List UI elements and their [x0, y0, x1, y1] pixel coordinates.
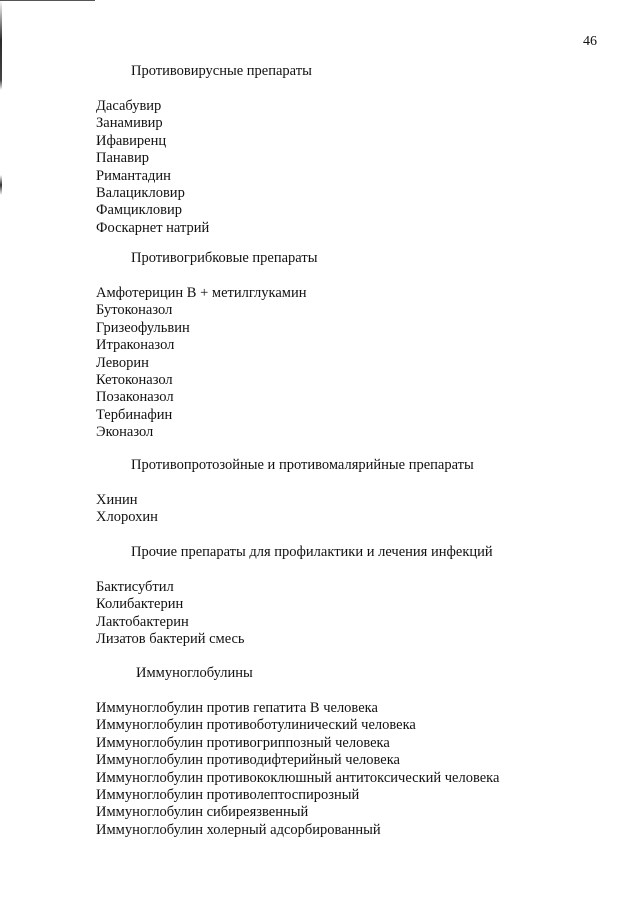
- drug-list: [96, 492, 616, 527]
- list-item: Хлорохин: [96, 509, 158, 526]
- section-antiviral: [96, 62, 616, 237]
- drug-list: [96, 579, 616, 649]
- list-item: Тербинафин: [96, 406, 173, 423]
- list-item: Занамивир: [96, 115, 163, 132]
- list-item: Иммуноглобулин сибиреязвенный: [96, 804, 309, 821]
- drug-list: [96, 285, 616, 442]
- section-heading: Противовирусные препараты: [131, 63, 312, 79]
- section-heading: Иммуноглобулины: [136, 665, 253, 681]
- list-item: Панавир: [96, 150, 149, 167]
- list-item: Бутоконазол: [96, 302, 173, 319]
- list-item: Фамцикловир: [96, 202, 182, 219]
- list-item: Лизатов бактерий смесь: [96, 631, 245, 648]
- list-item: Лактобактерин: [96, 613, 189, 630]
- list-item: Валацикловир: [96, 184, 185, 201]
- section-heading: Противогрибковые препараты: [131, 250, 318, 266]
- list-item: Дасабувир: [96, 98, 162, 114]
- list-item: Иммуноглобулин противогриппозный человека: [96, 734, 390, 751]
- list-item: Иммуноглобулин против гепатита В человека: [96, 700, 378, 716]
- list-item: Римантадин: [96, 167, 171, 184]
- page-number: 46: [583, 34, 597, 49]
- list-item: Фоскарнет натрий: [96, 219, 210, 236]
- list-item: Гризеофульвин: [96, 319, 190, 336]
- list-item: Колибактерин: [96, 596, 184, 613]
- list-item: Иммуноглобулин противолептоспирозный: [96, 786, 360, 803]
- section-heading: Противопротозойные и противомалярийные препараты: [131, 457, 474, 473]
- list-item: Иммуноглобулин противококлюшный антитоксический человека: [96, 769, 500, 786]
- list-item: Бактисубтил: [96, 579, 174, 595]
- list-item: Иммуноглобулин холерный адсорбированный: [96, 821, 381, 838]
- section-other-infection: [96, 543, 616, 649]
- drug-list: [96, 98, 616, 237]
- list-item: Кетоконазол: [96, 371, 173, 388]
- list-item: Иммуноглобулин противодифтерийный человека: [96, 752, 400, 769]
- list-item: Ифавиренц: [96, 132, 167, 149]
- section-antiprotozoal: [96, 456, 616, 527]
- list-item: Иммуноглобулин противоботулинический человека: [96, 717, 416, 734]
- list-item: Позаконазол: [96, 389, 174, 406]
- list-item: Амфотерицин В + метилглукамин: [96, 285, 307, 301]
- scan-edge-left: [0, 0, 2, 905]
- scan-edge-top: [0, 0, 95, 1]
- section-immunoglobulins: [96, 664, 616, 839]
- list-item: Леворин: [96, 354, 149, 371]
- drug-list: [96, 700, 616, 839]
- section-antifungal: [96, 249, 616, 442]
- section-heading: Прочие препараты для профилактики и лечения инфекций: [131, 544, 493, 560]
- list-item: Эконазол: [96, 424, 154, 441]
- list-item: Хинин: [96, 492, 138, 508]
- list-item: Итраконазол: [96, 337, 175, 354]
